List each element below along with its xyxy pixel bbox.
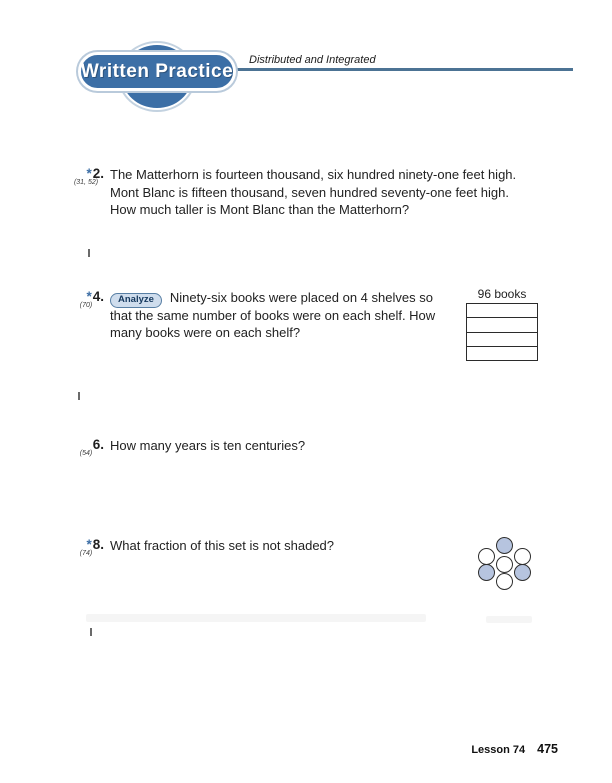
unshaded-circle xyxy=(496,573,513,590)
problem-text-line: many books were on each shelf? xyxy=(110,325,301,341)
scan-artifact-tick xyxy=(88,249,90,257)
analyze-badge: Analyze xyxy=(110,293,162,308)
shelf-row xyxy=(467,346,537,360)
lesson-reference: (31, 52) xyxy=(73,179,99,186)
problem-number-text: 4. xyxy=(92,289,104,304)
problem-text-after-badge: Ninety-six books were placed on 4 shelves so xyxy=(169,290,433,305)
problem-text-line: How many years is ten centuries? xyxy=(110,438,306,453)
lesson-reference: (70) xyxy=(79,302,93,309)
scan-artifact-tick xyxy=(78,392,80,400)
page-footer xyxy=(400,740,558,758)
star-marker: * xyxy=(86,289,92,304)
star-marker: * xyxy=(86,537,92,552)
problem-text xyxy=(110,166,516,219)
scan-artifact-smudge xyxy=(486,616,532,623)
header-subtitle: Distributed and Integrated xyxy=(249,54,376,66)
shaded-circle xyxy=(496,537,513,554)
problem-text xyxy=(110,289,435,342)
unshaded-circle xyxy=(478,548,495,565)
shelf-row xyxy=(467,304,537,317)
logo-text: Written Practice xyxy=(80,60,234,82)
shelf-table xyxy=(466,303,538,361)
shelf-row xyxy=(467,317,537,331)
shelf-diagram-label: 96 books xyxy=(477,287,527,301)
shelf-row xyxy=(467,332,537,346)
footer-lesson-label: Lesson 74 xyxy=(471,744,526,756)
problem-number-text: 2. xyxy=(92,166,104,181)
unshaded-circle xyxy=(496,556,513,573)
problem-text-line: The Matterhorn is fourteen thousand, six hundred ninety-one feet high. xyxy=(110,167,517,182)
star-marker: * xyxy=(86,166,92,181)
footer-page-number: 475 xyxy=(537,742,558,756)
lesson-reference: (74) xyxy=(79,550,93,557)
problem-text-line xyxy=(110,289,435,307)
circle-set xyxy=(470,535,540,593)
problem-number-text: 6. xyxy=(92,437,104,452)
shaded-circle xyxy=(514,564,531,581)
problem-text-line: Mont Blanc is fifteen thousand, seven hundred seventy-one feet high. xyxy=(110,184,509,200)
shelf-diagram xyxy=(466,287,538,361)
written-practice-logo xyxy=(78,52,236,91)
problem-text xyxy=(110,437,305,455)
lesson-reference: (54) xyxy=(79,450,93,457)
shaded-circle xyxy=(478,564,495,581)
problem-text-line: that the same number of books were on each shelf. How xyxy=(110,307,436,323)
unshaded-circle xyxy=(514,548,531,565)
scan-artifact-smudge xyxy=(86,614,426,622)
problem-number-text: 8. xyxy=(92,537,104,552)
problem-text-line: How much taller is Mont Blanc than the Matterhorn? xyxy=(110,202,410,218)
problem-text-line: What fraction of this set is not shaded? xyxy=(110,538,335,553)
header-rule xyxy=(230,68,573,71)
problem-text xyxy=(110,537,334,555)
scan-artifact-tick xyxy=(90,628,92,636)
